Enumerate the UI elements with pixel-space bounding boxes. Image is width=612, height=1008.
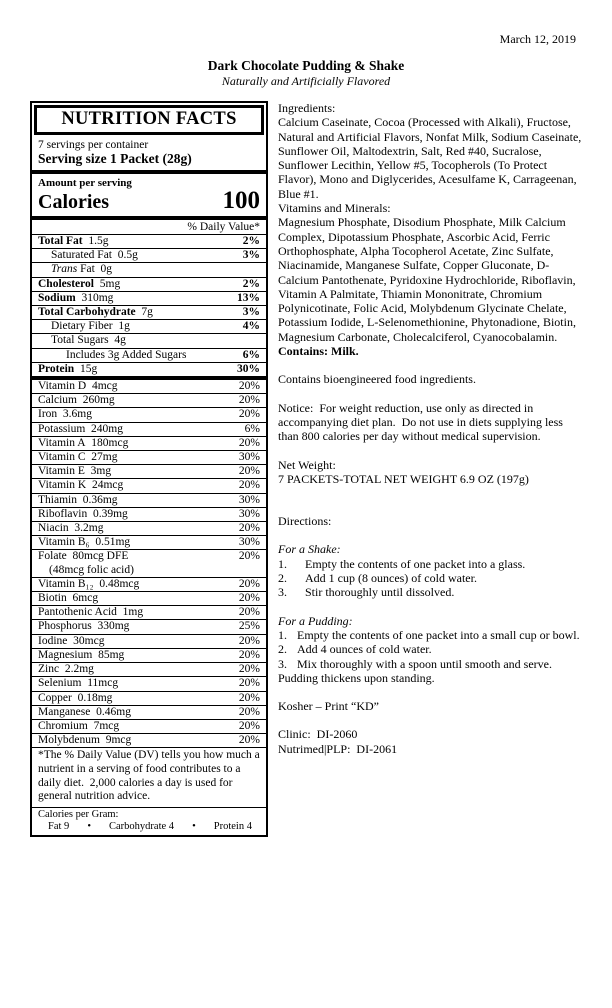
direction-step: 1. Empty the contents of one packet into a small cup or bowl. (278, 627, 580, 642)
amount-per-serving-label: Amount per serving (38, 177, 132, 189)
nutrient-row: Potassium 240mg 6% (32, 422, 266, 436)
daily-value-percent: 20% (238, 465, 260, 478)
daily-value-percent: 2% (242, 235, 260, 247)
daily-value-percent: 20% (238, 606, 260, 619)
nutrient-row: Iron 3.6mg 20% (32, 407, 266, 421)
nutrient-row: Thiamin 0.36mg 30% (32, 493, 266, 507)
daily-value-percent: 3% (242, 249, 260, 262)
daily-value-percent: 30% (238, 507, 260, 520)
nutrient-row: Includes 3g Added Sugars 6% (32, 348, 266, 362)
direction-step: 2. Add 4 ounces of cold water. (278, 642, 432, 657)
daily-value-percent: 20% (238, 577, 260, 590)
nutrient-row: Pantothenic Acid 1mg 20% (32, 605, 266, 619)
daily-value-percent: 30% (238, 536, 260, 549)
net-weight-block (278, 458, 582, 487)
daily-value-percent: 20% (238, 479, 260, 492)
calories-row (38, 187, 260, 214)
calories-per-gram-item: Carbohydrate 4 (109, 820, 175, 832)
nutrient-row: Magnesium 85mg 20% (32, 648, 266, 662)
ingredients-label: Ingredients: (278, 101, 336, 115)
calories-value: 100 (222, 187, 260, 214)
ingredients-text: Calcium Caseinate, Cocoa (Processed with Alkali), Fructose, Natural and Artificial Flavors, Nonfat Milk, Sodium Caseinate, Sunflower Oil, Maltodextrin, Salt, Red #40, Sucralose, Sunflower Lecithin, Yellow #5, Tocopherols (To Protect Flavor), Mono and Diglycerides, Acesulfame K, Carrageenan, Blue #1. (278, 115, 582, 201)
daily-value-percent: 20% (238, 592, 260, 605)
nutrition-facts-panel (30, 101, 268, 837)
daily-value-percent: 30% (237, 362, 260, 375)
daily-value-percent: 20% (238, 436, 260, 449)
calories-per-gram-label: Calories per Gram: (38, 808, 119, 820)
nutrient-rows (32, 235, 266, 376)
document-date: March 12, 2019 (499, 32, 576, 46)
nutrient-row: Dietary Fiber 1g 4% (32, 319, 266, 333)
nutrient-row: Trans Fat 0g (32, 262, 266, 276)
daily-value-percent: 20% (238, 734, 260, 747)
daily-value-percent: 3% (242, 306, 260, 319)
nutrient-row: Cholesterol 5mg 2% (32, 277, 266, 291)
direction-step: 3. Mix thoroughly with a spoon until smooth and serve. Pudding thickens upon standing. (278, 656, 552, 685)
nutrient-row: Vitamin A 180mcg 20% (32, 436, 266, 450)
vitamin-mineral-rows (32, 380, 266, 747)
serving-size: Serving size 1 Packet (28g) (38, 151, 192, 166)
nutrient-row: Total Carbohydrate 7g 3% (32, 305, 266, 319)
calories-per-gram-item: Protein 4 (213, 820, 252, 832)
product-codes (278, 727, 582, 756)
daily-value-percent: 20% (238, 380, 260, 393)
ingredients-block (278, 101, 582, 358)
daily-value-percent: 20% (238, 705, 260, 718)
direction-step: 2. Add 1 cup (8 ounces) of cold water. (278, 571, 477, 586)
nutrient-row: Sodium 310mg 13% (32, 291, 266, 305)
product-subtitle: Naturally and Artificially Flavored (221, 74, 391, 88)
nutrient-row: Vitamin E 3mg 20% (32, 464, 266, 478)
nutrient-row: Phosphorus 330mg 25% (32, 619, 266, 633)
nutrient-row: Vitamin D 4mcg 20% (38, 380, 260, 393)
nutrition-facts-title: NUTRITION FACTS (34, 105, 264, 135)
calories-per-gram-values (38, 820, 260, 832)
nutrient-row: Riboflavin 0.39mg 30% (32, 507, 266, 521)
shake-directions-title: For a Shake: (278, 542, 341, 557)
direction-step: 1. Empty the contents of one packet into a glass. (278, 556, 526, 571)
nutrient-row: Selenium 11mcg 20% (32, 676, 266, 690)
directions-label: Directions: (278, 514, 332, 529)
bullet-separator: • (192, 820, 196, 832)
nutrient-row: Biotin 6mcg 20% (32, 591, 266, 605)
nutrient-row: Vitamin B₆ 0.51mg 30% (32, 535, 266, 549)
daily-value-percent: 6% (242, 348, 260, 361)
serving-section (32, 137, 266, 170)
content-columns (30, 101, 612, 837)
daily-value-percent: 20% (238, 408, 260, 421)
pudding-directions (278, 614, 582, 685)
nutrient-row: Chromium 7mcg 20% (32, 719, 266, 733)
daily-value-percent: 20% (238, 522, 260, 535)
daily-value-percent: 30% (238, 451, 260, 464)
calories-per-gram-item: Fat 9 (48, 820, 70, 832)
shake-steps (278, 557, 582, 600)
nutrient-row: Total Fat 1.5g 2% (38, 235, 260, 247)
nutrient-row: Protein 15g 30% (32, 362, 266, 376)
nutrient-row: Vitamin C 27mg 30% (32, 450, 266, 464)
info-column (278, 101, 582, 756)
daily-value-percent: 20% (238, 663, 260, 676)
nutrient-row: Iodine 30mcg 20% (32, 634, 266, 648)
nutrient-row: Saturated Fat 0.5g 3% (32, 248, 266, 262)
net-weight-label: Net Weight: (278, 457, 336, 472)
daily-value-percent: 20% (238, 394, 260, 407)
bullet-separator: • (87, 820, 91, 832)
allergen-statement: Contains: Milk. (278, 344, 359, 359)
pudding-directions-title: For a Pudding: (278, 613, 353, 628)
daily-value-percent: 6% (244, 422, 260, 435)
daily-value-percent: 20% (238, 677, 260, 690)
calories-label: Calories (38, 191, 110, 213)
calories-per-gram-section (32, 807, 266, 835)
daily-value-percent: 30% (238, 493, 260, 506)
daily-value-header: % Daily Value* (32, 220, 266, 235)
nutrient-row: Folate 80mcg DFE (48mcg folic acid) 20% (32, 549, 266, 576)
clinic-code: Clinic: DI-2060 (278, 727, 358, 742)
vitamins-minerals-label: Vitamins and Minerals: (278, 201, 391, 216)
vitamins-minerals-text: Magnesium Phosphate, Disodium Phosphate, Milk Calcium Complex, Dipotassium Phosphate, Ascorbic Acid, Ferric Orthophosphate, Alpha Tocopherol Acetate, Zinc Sulfate, Niacinamide, Manganese Sulfate, Copper Gluconate, D-Calcium Pantothenate, Pyridoxine Hydrochloride, Riboflavin, Vitamin A Palmitate, Thiamin Mononitrate, Chromium Polynicotinate, Folic Acid, Molybdenum Glycinate Chelate, Potassium Iodide, L-Selenomethionine, Phytonadione, Biotin, Magnesium Carbonate, Cholecalciferol, Cyanocobalamin. (278, 215, 576, 344)
net-weight-value: 7 PACKETS-TOTAL NET WEIGHT 6.9 OZ (197g) (278, 471, 529, 486)
nutrient-row: Vitamin K 24mcg 20% (32, 478, 266, 492)
nutrient-row: Total Sugars 4g (32, 333, 266, 347)
nutrient-row: Niacin 3.2mg 20% (32, 521, 266, 535)
nutrient-row: Zinc 2.2mg 20% (32, 662, 266, 676)
daily-value-percent: 20% (238, 719, 260, 732)
daily-value-percent: 2% (242, 277, 260, 290)
notice-text: Notice: For weight reduction, use only as directed in accompanying diet plan. Do not use in diets supplying less than 800 calories per day without medical supervision. (278, 400, 566, 444)
nutrient-row: Calcium 260mg 20% (32, 393, 266, 407)
nutrient-row: Molybdenum 9mcg 20% (32, 733, 266, 747)
daily-value-footnote: *The % Daily Value (DV) tells you how much a nutrient in a serving of food contributes to a daily diet. 2,000 calories a day is used for general nutrition advice. (32, 747, 266, 806)
pudding-steps (278, 628, 582, 685)
nutrimed-plp-code: Nutrimed|PLP: DI-2061 (278, 741, 398, 756)
nutrient-row: Manganese 0.46mg 20% (32, 705, 266, 719)
shake-directions (278, 542, 582, 599)
calories-section (32, 174, 266, 216)
direction-step: 3. Stir thoroughly until dissolved. (278, 585, 455, 600)
bioengineered-statement: Contains bioengineered food ingredients. (278, 372, 476, 387)
daily-value-percent: 13% (237, 291, 260, 304)
kosher-statement: Kosher – Print “KD” (278, 699, 379, 714)
daily-value-percent: 20% (238, 691, 260, 704)
daily-value-percent: 4% (242, 320, 260, 333)
daily-value-percent: 20% (238, 634, 260, 647)
product-title: Dark Chocolate Pudding & Shake (207, 58, 405, 73)
servings-per-container: 7 servings per container (38, 139, 149, 151)
nutrient-row: Vitamin B₁₂ 0.48mcg 20% (32, 577, 266, 591)
daily-value-percent: 20% (238, 648, 260, 661)
nutrient-row: Copper 0.18mg 20% (32, 691, 266, 705)
daily-value-percent: 20% (238, 550, 260, 563)
daily-value-percent: 25% (238, 620, 260, 633)
